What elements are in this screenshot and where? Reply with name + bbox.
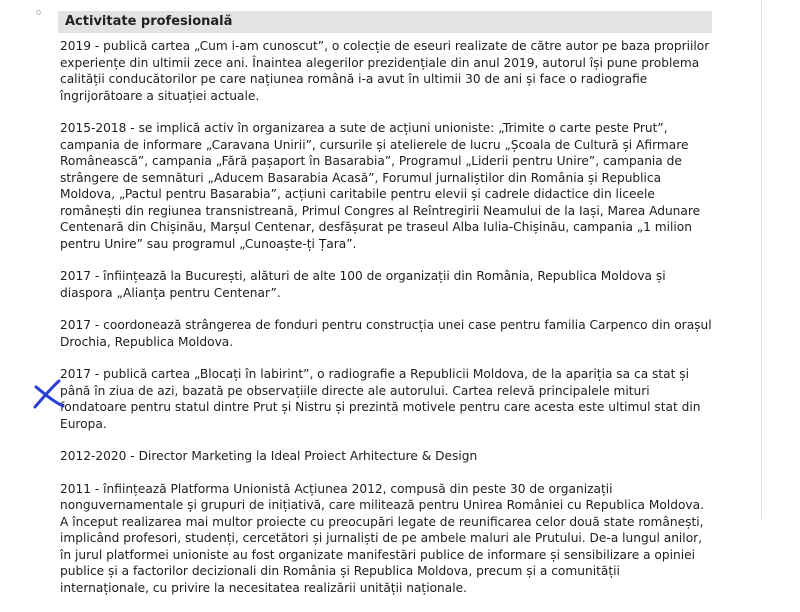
entry-2012-2020: 2012-2020 - Director Marketing la Ideal Proiect Arhitecture & Design — [60, 449, 478, 463]
entry-2015-2018: 2015-2018 - se implică activ în organizarea a sute de acțiuni unioniste: „Trimite o carte peste Prut”, campania de informare „Caravana Unirii”, cursurile și atelierele de lucru „Școala de Cultură și Afirmare Românească”, campania „Fără pașaport în Basarabia”, Programul „Liderii pentru Unire”, campania de strângere de semnături „Aducem Basarabia Acasă”, Forumul jurnaliștilor din România și Republica Moldova, „Pactul pentru Basarabia”, acțiuni caritabile pentru elevii și cadrele didactice din liceele românești din regiunea transnistreană, Primul Congres al Reîntregirii Neamului de la Iași, Marea Adunare Centenară din Chișinău, Marșul Centenar, desfășurat pe traseul Alba Iulia-Chișinău, campania „1 milion pentru Unire” sau programul „Cunoaște-ți Țara”. — [60, 121, 701, 251]
entry-2019: 2019 - publică cartea „Cum i-am cunoscut”, o colecție de eseuri realizate de către autor pe baza propriilor experiențe din ultimii zece ani. Înaintea alegerilor prezidențiale din anul 2019, autorul își pune problema calității conducătorilor pe care națiunea română i-a avut în ultimii 30 de ani și face o radiografie îngrijorătoare a situației actuale. — [60, 39, 710, 103]
entries-list — [60, 38, 712, 612]
entry-2011: 2011 - înființează Platforma Unionistă Acțiunea 2012, compusă din peste 30 de organizații nonguvernamentale și grupuri de inițiativă, care militează pentru Unirea României cu Republica Moldova. A început realizarea mai multor proiecte cu preocupări legate de reunificarea celor două state românești, implicând profesori, studenți, cercetători și jurnaliști de pe ambele maluri ale Prutului. De-a lungul anilor, în jurul platformei unioniste au fost organizate manifestări publice de informare și sensibilizare a opiniei publice și a factorilor decizionali din România și Republica Moldova, precum și a comunității internaționale, cu privire la necesitatea realizării unității naționale. — [60, 481, 704, 595]
entry-2017-fonduri: 2017 - coordonează strângerea de fonduri pentru construcția unei case pentru familia Carpenco din orașul Drochia, Republica Moldova. — [60, 318, 712, 349]
entry-2017-carte: 2017 - publică cartea „Blocați în labirint”, o radiografie a Republicii Moldova, de la apariția sa ca stat și până în ziua de azi, bazată pe observațiile directe ale autorului. Cartea relevă principalele mituri fondatoare pentru statul dintre Prut și Nistru și prezintă motivele pentru care acesta este ultimul stat din Europa. — [60, 367, 701, 431]
handwritten-x-mark-icon — [32, 379, 66, 409]
bullet-icon — [36, 10, 41, 15]
section-header — [58, 11, 712, 33]
column-divider — [761, 0, 762, 519]
section-title: Activitate profesională — [65, 14, 233, 29]
entry-2017-alianta: 2017 - înființează la București, alături de alte 100 de organizații din România, Republica Moldova și diaspora „Alianța pentru Centenar”. — [60, 269, 666, 300]
